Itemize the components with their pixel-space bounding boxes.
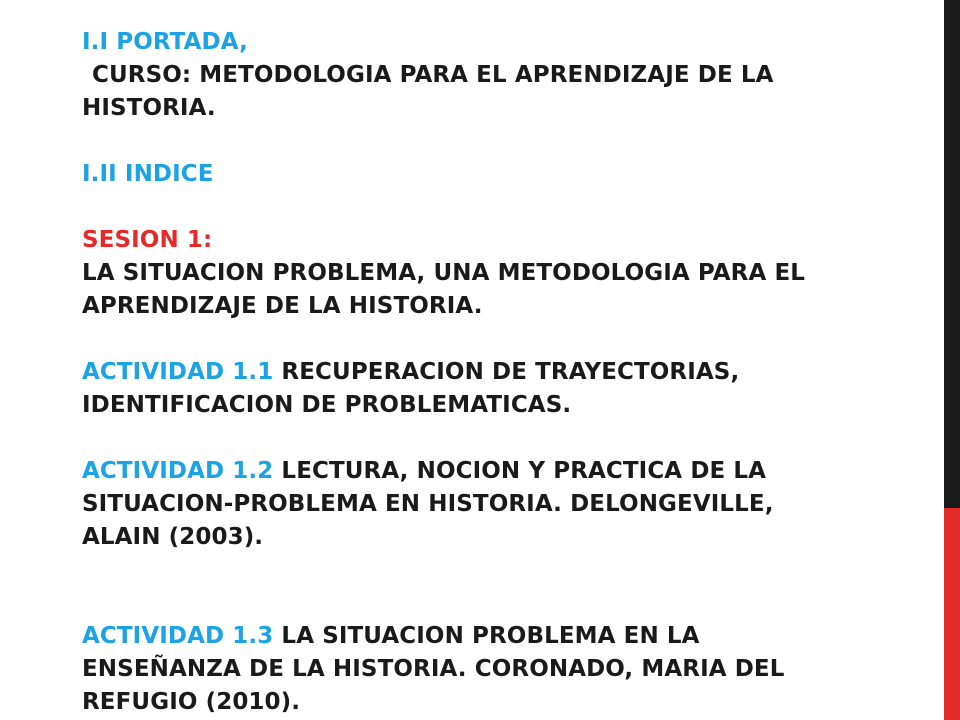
course-line-2: HISTORIA. [82, 95, 216, 121]
sidebar-red-strip [944, 508, 960, 720]
activity-1-text-2: IDENTIFICACION DE PROBLEMATICAS. [82, 392, 572, 418]
activity-3-text-1: LA SITUACION PROBLEMA EN LA [273, 623, 700, 649]
indice-heading: I.II INDICE [82, 161, 214, 187]
activity-2-text-3: ALAIN (2003). [82, 524, 264, 550]
sesion-title-line-1: LA SITUACION PROBLEMA, UNA METODOLOGIA PARA EL [82, 260, 806, 286]
activity-3-text-2: ENSEÑANZA DE LA HISTORIA. CORONADO, MARIA DEL [82, 656, 785, 682]
sidebar-dark-strip [944, 0, 960, 508]
activity-3-text-3: REFUGIO (2010). [82, 689, 301, 715]
activity-1-text-1: RECUPERACION DE TRAYECTORIAS, [273, 359, 740, 385]
activity-1-line-1 [82, 356, 932, 389]
sesion-title-line-2: APRENDIZAJE DE LA HISTORIA. [82, 293, 483, 319]
slide-content [82, 26, 932, 719]
activity-2-text-2: SITUACION-PROBLEMA EN HISTORIA. DELONGEVILLE, [82, 491, 774, 517]
activity-2-line-1 [82, 455, 932, 488]
sesion-label: SESION 1: [82, 227, 213, 253]
activity-2-label: ACTIVIDAD 1.2 [82, 458, 274, 484]
activity-3-label: ACTIVIDAD 1.3 [82, 623, 274, 649]
activity-1-label: ACTIVIDAD 1.1 [82, 359, 274, 385]
activity-3-line-1 [82, 620, 932, 653]
activity-2-text-1: LECTURA, NOCION Y PRACTICA DE LA [273, 458, 767, 484]
course-line-1: CURSO: METODOLOGIA PARA EL APRENDIZAJE DE LA [92, 62, 774, 88]
portada-heading: I.I PORTADA, [82, 29, 248, 55]
